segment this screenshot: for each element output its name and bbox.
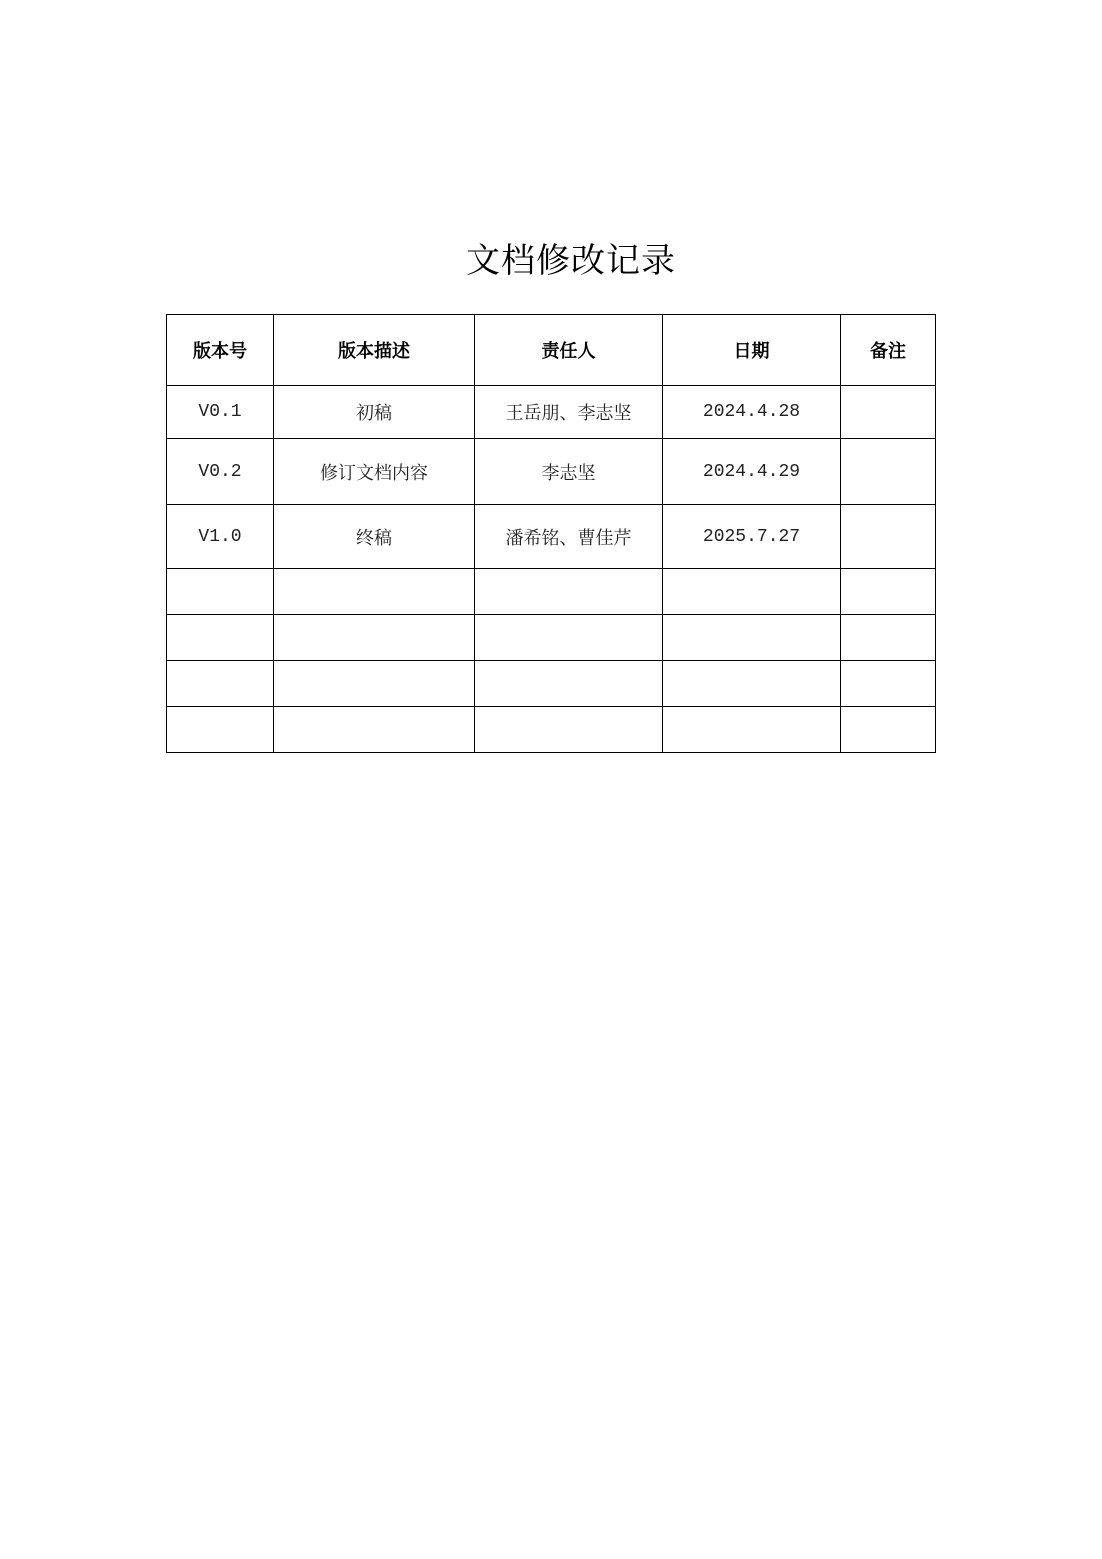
empty-table-row [167, 661, 936, 707]
empty-cell [167, 707, 274, 753]
empty-table-row [167, 615, 936, 661]
table-row [167, 439, 936, 505]
header-owner: 责任人 [475, 315, 663, 386]
empty-cell [475, 615, 663, 661]
empty-table-row [167, 707, 936, 753]
cell-version: V0.1 [167, 386, 274, 439]
empty-table-row [167, 569, 936, 615]
empty-cell [841, 569, 936, 615]
cell-date: 2024.4.29 [663, 439, 841, 505]
empty-cell [663, 707, 841, 753]
cell-description: 修订文档内容 [274, 439, 475, 505]
empty-cell [841, 661, 936, 707]
empty-cell [274, 615, 475, 661]
cell-version: V0.2 [167, 439, 274, 505]
revision-history-table [166, 314, 936, 753]
empty-cell [663, 569, 841, 615]
cell-owner: 王岳朋、李志坚 [475, 386, 663, 439]
empty-cell [841, 615, 936, 661]
header-note: 备注 [841, 315, 936, 386]
empty-cell [841, 707, 936, 753]
empty-cell [274, 707, 475, 753]
cell-owner: 潘希铭、曹佳芹 [475, 505, 663, 569]
page-title: 文档修改记录 [466, 241, 676, 281]
table-header-row [167, 315, 936, 386]
table-row [167, 505, 936, 569]
empty-cell [475, 707, 663, 753]
empty-cell [475, 661, 663, 707]
cell-owner: 李志坚 [475, 439, 663, 505]
cell-version: V1.0 [167, 505, 274, 569]
empty-cell [274, 569, 475, 615]
header-date: 日期 [663, 315, 841, 386]
empty-cell [167, 569, 274, 615]
header-version: 版本号 [167, 315, 274, 386]
cell-note [841, 505, 936, 569]
empty-cell [167, 661, 274, 707]
cell-date: 2024.4.28 [663, 386, 841, 439]
empty-cell [274, 661, 475, 707]
empty-cell [167, 615, 274, 661]
empty-cell [663, 615, 841, 661]
cell-description: 初稿 [274, 386, 475, 439]
cell-date: 2025.7.27 [663, 505, 841, 569]
empty-cell [475, 569, 663, 615]
cell-note [841, 386, 936, 439]
empty-cell [663, 661, 841, 707]
table-row [167, 386, 936, 439]
cell-description: 终稿 [274, 505, 475, 569]
header-description: 版本描述 [274, 315, 475, 386]
cell-note [841, 439, 936, 505]
